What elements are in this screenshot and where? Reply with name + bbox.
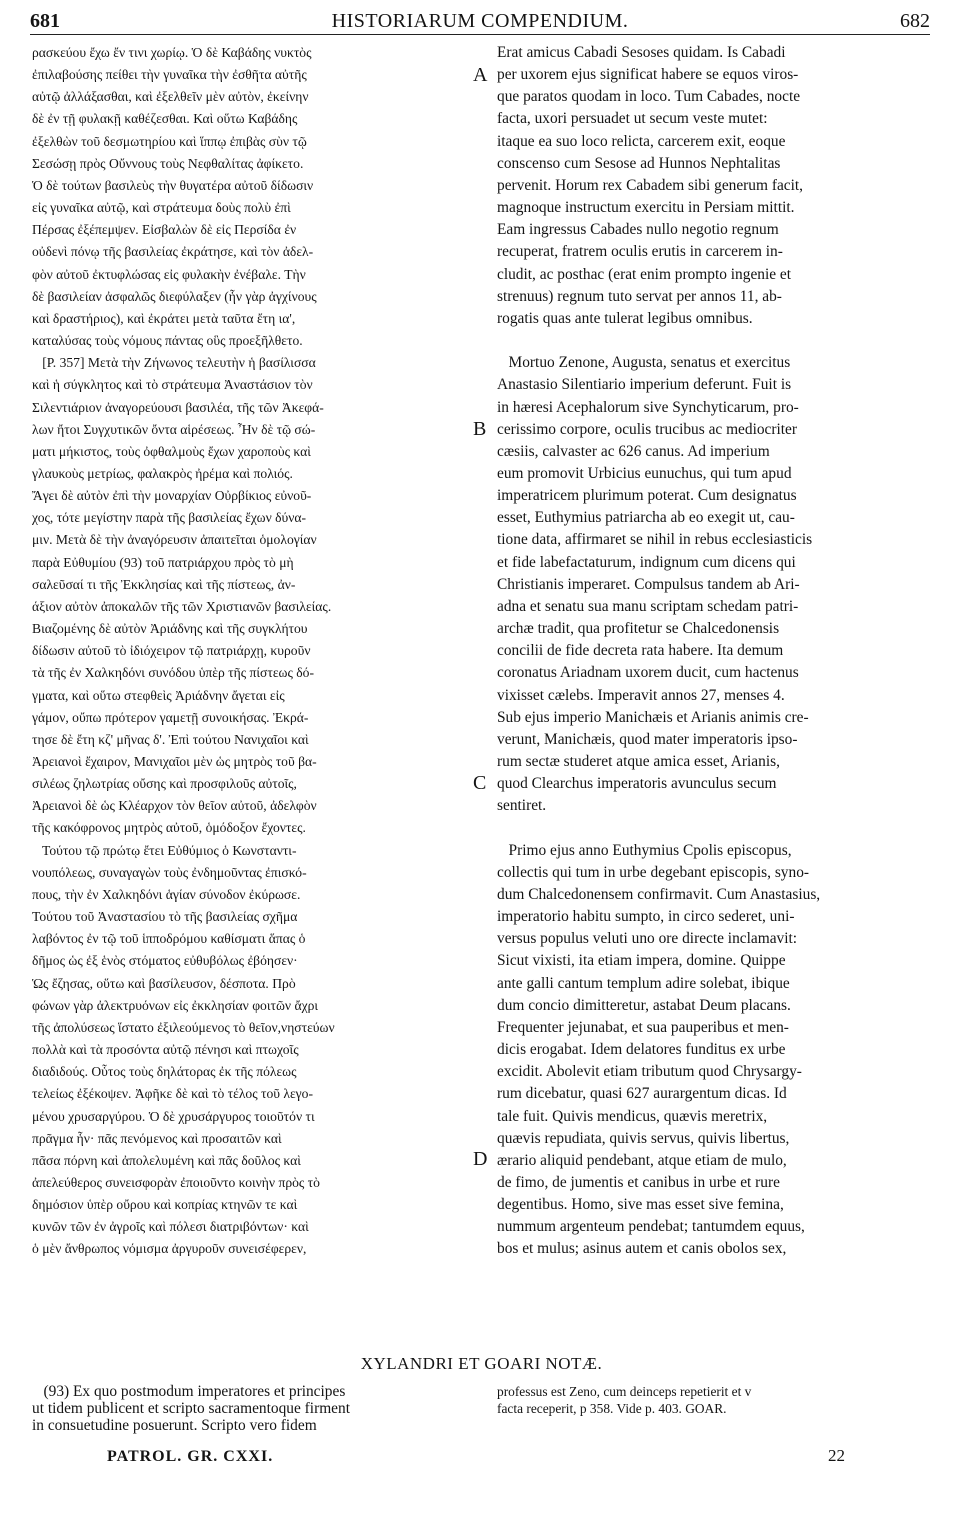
margin-marker-c: C [473, 772, 487, 794]
margin-marker-a: A [473, 64, 488, 86]
note-left-column: (93) Ex quo postmodum imperatores et principes ut tidem publicent et scripto sacramentoque firment in consuetudine posuerunt. Scripto vero fidem [32, 1383, 350, 1434]
margin-marker-d: D [473, 1148, 488, 1170]
latin-text-column: Erat amicus Cabadi Sesoses quidam. Is Cabadi per uxorem ejus significat habere se equos viros- que paratos quodam in loco. Tum Cabades, nocte facta, uxori persuadet ut secum veste mutet: itaque ea suo loco relicta, carcerem exit, eoque conscenso cum Sesose ad Hunnos Nephtalitas pervenit. Horum rex Cabadem sibi generum facit, magnoque instructum exercitu in Persiam mittit. Eam ingressus Cabades nullo negotio regnum recuperat, fratrem oculis erutis in carcerem in- cludit, ac posthac (erat enim prompto ingenie et strenuus) regnum tuto servat per annos 11, ab- rogatis quas ante tulerat legibus omnibus. Mortuo Zenone, Augusta, senatus et exercitus Anastasio Silentiario imperium deferunt. Fuit is in hæresi Acephalorum sive Synchyticarum, pro- cerissimo corpore, oculis trucibus ac mediocriter cæsiis, calvaster ac 626 canus. Ad imperium eum promovit Urbicius eunuchus, qui tum apud imperatricem plurimum poterat. Cum designatus esset, Euthymius patriarcha ab eo exegit ut, cau- tione data, affirmaret se nihil in rebus ecclesiasticis et fide labefactaturum, indignum cum dicens qui Christianis imperaret. Compulsus tandem ab Ari- adna et senatu sua manu scriptam schedam patri- archæ tradit, qua profitetur se Chalcedonensis concilii de fide decreta rata habere. Ita demum coronatus Ariadnam uxorem ducit, cum hactenus vixisset cælebs. Imperavit annos 27, menses 4. Sub ejus imperio Manichæis et Arianis animis cre- verunt, Manichæis, quod mater imperatoris ipso- rum sectæ studeret atque amica esset, Arianis, quod Clearchus imperatoris avunculus secum sentiret. Primo ejus anno Euthymius Cpolis episcopus, collectis qui tum in urbe degebant episcopis, syno- dum Chalcedonensem confirmavit. Cum Anastasius, imperatorio habitu sumpto, in circo sederet, uni- versus populus veluti uno ore directe inclamavit: Sicut vixisti, ita etiam impera, domine. Quippe ante galli cantum templum adire solebat, ibique dum concio dimitteretur, astabat Deum placans. Frequenter jejunabat, et sua pauperibus et men- dicis erogabat. Idem delatores funditus ex urbe excidit. Abolevit etiam tributum quod Chrysargy- rum dicebatur, quasi 627 aurargentum dicas. Id tale fuit. Quivis mendicus, quævis meretrix, quævis repudiata, quivis servus, quivis libertus, ærario aliquid pendebant, atque etiam de mulo, de fimo, de jumentis et canibus in urbe et rure degentibus. Homo, sive mas esset sive femina, nummum argenteum pendebat; tantumdem equus, bos et mulus; asinus autem et canis obolos sex, [497, 44, 821, 1258]
margin-marker-b: B [473, 418, 487, 440]
page-number-left: 681 [30, 10, 60, 32]
note-right-column: professus est Zeno, cum deinceps repetierit et v facta receperit, p 358. Vide p. 403. GOAR. [497, 1384, 752, 1416]
notes-title: XYLANDRI ET GOARI NOTÆ. [360, 1354, 603, 1373]
footer-sheet-number: 22 [828, 1446, 845, 1465]
greek-text-column: ρασκεύου ἔχω ἔν τινι χωρίῳ. Ὁ δὲ Καβάδης νυκτὸς ἐπιλαβούσης πείθει τὴν γυναῖκα τὴν ἐσθῆτα αὐτῆς αὐτῷ ἀλλάξασθαι, καὶ ἐξελθεῖν μὲν αὐτὸν, ἐκείνην δὲ ἐν τῇ φυλακῇ καθέζεσθαι. Καὶ οὕτω Καβάδης ἐξελθὼν τοῦ δεσμωτηρίου καὶ ἵππῳ ἐπιβὰς σὺν τῷ Σεσώσῃ πρὸς Οὔννους τοὺς Νεφθαλίτας ἀφίκετο. Ὁ δὲ τούτων βασιλεὺς τὴν θυγατέρα αὐτοῦ δίδωσιν εἰς γυναῖκα αὐτῷ, καὶ στράτευμα δοὺς πολὺ ἐπὶ Πέρσας ἐξέπεμψεν. Εἰσβαλὼν δὲ εἰς Περσίδα ἐν οὐδενὶ πόνῳ τῆς βασιλείας ἐκράτησε, καὶ τὸν ἀδελ- φὸν αὐτοῦ ἐκτυφλώσας εἰς φυλακὴν ἐνέβαλε. Τὴν δὲ βασιλείαν ἀσφαλῶς διεφύλαξεν (ἦν γὰρ ἀγχίνους καὶ δραστήριος), καὶ ἐκράτει μετὰ ταῦτα ἔτη ια', καταλύσας τοὺς νόμους πάντας οὓς προεξῆλθετο. [P. 357] Μετὰ τὴν Ζήνωνος τελευτὴν ἡ βασίλισσα καὶ ἡ σύγκλητος καὶ τὸ στράτευμα Ἀναστάσιον τὸν Σιλεντιάριον ἀναγορεύουσι βασιλέα, τῆς τῶν Ἀκεφά- λων ἤτοι Συγχυτικῶν ὄντα αἱρέσεως. Ἦν δὲ τῷ σώ- ματι μήκιστος, τοὺς ὀφθαλμοὺς ἔχων χαροποὺς καὶ γλαυκοὺς μετρίως, φαλακρὸς ἠρέμα καὶ πολιός. Ἄγει δὲ αὐτὸν ἐπὶ τὴν μοναρχίαν Οὐρβίκιος εὐνοῦ- χος, τότε μεγίστην παρὰ τῆς βασιλείας ἔχων δύνα- μιν. Μετὰ δὲ τὴν ἀναγόρευσιν ἀπαιτεῖται ὁμολογίαν παρὰ Εὐθυμίου (93) τοῦ πατριάρχου πρὸς τὸ μὴ σαλεῦσαί τι τῆς Ἐκκλησίας καὶ τῆς πίστεως, ἀν- άξιον αὐτὸν ἀποκαλῶν τῆς τῶν Χριστιανῶν βασιλείας. Βιαζομένης δὲ αὐτὸν Ἀριάδνης καὶ τῆς συγκλήτου δίδωσιν αὐτοῦ τὸ ἰδιόχειρον τῷ πατριάρχῃ, κυροῦν τὰ τῆς ἐν Χαλκηδόνι συνόδου ὑπὲρ τῆς πίστεως δό- γματα, καὶ οὕτω στεφθεὶς Ἀριάδνην ἄγεται εἰς γάμον, οὔπω πρότερον γαμετῇ συνοικήσας. Ἐκρά- τησε δὲ ἔτη κζ' μῆνας δ'. Ἐπὶ τούτου Νανιχαῖοι καὶ Ἀρειανοὶ ἔχαιρον, Μανιχαῖοι μὲν ὡς μητρὸς τοῦ βα- σιλέως ζηλωτρίας οὔσης καὶ προσφιλοῦς αὐτοῖς, Ἀρειανοὶ δὲ ὡς Κλέαρχον τὸν θεῖον αὐτοῦ, ἀδελφὸν τῆς κακόφρονος μητρὸς αὐτοῦ, ὁμόδοξον ἔχοντες. Τούτου τῷ πρώτῳ ἔτει Εὐθύμιος ὁ Κωνσταντι- νουπόλεως, συναγαγὼν τοὺς ἐνδημοῦντας ἐπισκό- πους, τὴν ἐν Χαλκηδόνι ἁγίαν σύνοδον ἐκύρωσε. Τούτου τοῦ Ἀναστασίου τὸ τῆς βασιλείας σχῆμα λαβόντος ἐν τῷ τοῦ ἱπποδρόμου καθίσματι ἅπας ὁ δῆμος ὡς ἐξ ἑνὸς στόματος εὐθυβόλως ἐβόησεν· Ὡς ἔζησας, οὕτω καὶ βασίλευσον, δέσποτα. Πρὸ φώνων γὰρ ἀλεκτρυόνων εἰς ἐκκλησίαν φοιτῶν ἄχρι τῆς ἀπολύσεως ἵστατο ἐξιλεούμενος τὸ θεῖον,νηστεύων πολλὰ καὶ τὰ προσόντα αὐτῷ πένησι καὶ πτωχοῖς διαδιδούς. Οὗτος τοὺς δηλάτορας ἐκ τῆς πόλεως τελείως ἐξέκοψεν. Ἀφῆκε δὲ καὶ τὸ τέλος τοῦ λεγο- μένου χρυσαργύρου. Ὁ δὲ χρυσάργυρος τοιοῦτόν τι πρᾶγμα ἦν· πᾶς πενόμενος καὶ προσαιτῶν καὶ πᾶσα πόρνη καὶ ἀπολελυμένη καὶ πᾶς δοῦλος καὶ ἀπελεύθερος συνεισφορὰν ἐποιοῦντο κοινὴν πρὸς τὸ δημόσιον ὑπὲρ οὔρου καὶ κοπρίας κτηνῶν τε καὶ κυνῶν τῶν ἐν ἀγροῖς καὶ πόλεσι διατριβόντων· καὶ ὁ μὲν ἄνθρωπος νόμισμα ἀργυροῦν συνεισέφερεν, [32, 45, 335, 1257]
running-header [30, 8, 930, 35]
running-title: HISTORIARUM COMPENDIUM. [331, 10, 629, 32]
page-number-right: 682 [900, 10, 930, 32]
footer-signature: PATROL. GR. CXXI. [107, 1448, 274, 1465]
